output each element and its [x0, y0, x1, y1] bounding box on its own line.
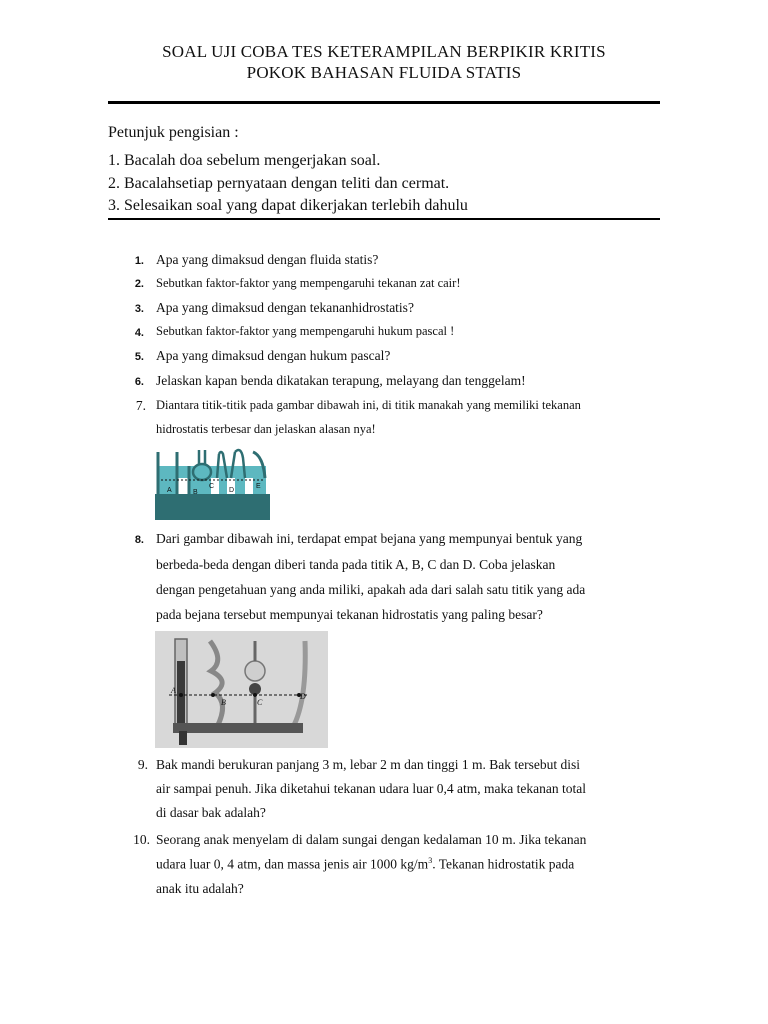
question-number: 6. — [134, 376, 144, 388]
question-text: pada bejana tersebut mempunyai tekanan hidrostatis yang paling besar? — [156, 607, 543, 622]
figure2-label-d: D — [300, 692, 306, 701]
question-text: dengan pengetahuan yang anda miliki, apakah ada dari salah satu titik yang ada — [156, 582, 586, 597]
question-text: Bak mandi berukuran panjang 3 m, lebar 2 m dan tinggi 1 m. Bak tersebut disi — [156, 757, 581, 772]
question-number: 2. — [134, 278, 144, 290]
question-number: 9. — [137, 757, 148, 772]
question-number: 8. — [134, 534, 144, 546]
question-text: Sebutkan faktor-faktor yang mempengaruhi hukum pascal ! — [156, 324, 455, 338]
figure1-label-b: B — [193, 489, 198, 496]
figure1-label-c: C — [209, 483, 215, 490]
question-text: Sebutkan faktor-faktor yang mempengaruhi tekanan zat cair! — [156, 276, 461, 290]
instruction-item: 2. Bacalahsetiap pernyataan dengan teliti dan cermat. — [108, 175, 450, 192]
figure2-label-a: A — [171, 686, 176, 695]
figure-vessels-diagram — [155, 448, 270, 520]
question-text: Apa yang dimaksud dengan hukum pascal? — [156, 348, 391, 363]
figure1-label-d: D — [229, 487, 235, 494]
question-number: 7. — [135, 398, 146, 413]
figure2-label-b: B — [221, 698, 226, 707]
question-text: di dasar bak adalah? — [156, 805, 266, 820]
question-text: hidrostatis terbesar dan jelaskan alasan nya! — [156, 422, 376, 436]
question-text: air sampai penuh. Jika diketahui tekanan udara luar 0,4 atm, maka tekanan total — [156, 781, 586, 796]
question-text: Apa yang dimaksud dengan fluida statis? — [156, 252, 379, 267]
question-number: 5. — [134, 351, 144, 363]
instructions-divider — [108, 218, 660, 220]
figure1-label-e: E — [256, 483, 261, 490]
question-text: Diantara titik-titik pada gambar dibawah ini, di titik manakah yang memiliki tekanan — [156, 398, 581, 412]
question-text-part: . Tekanan hidrostatik pada — [432, 856, 575, 872]
question-number: 3. — [134, 303, 144, 315]
question-text: Seorang anak menyelam di dalam sungai dengan kedalaman 10 m. Jika tekanan — [156, 832, 587, 847]
page-title: SOAL UJI COBA TES KETERAMPILAN BERPIKIR KRITIS — [162, 42, 606, 61]
question-text: Apa yang dimaksud dengan tekananhidrostatis? — [156, 300, 414, 315]
figure-vessels-photo — [155, 631, 328, 748]
figure1-label-a: A — [167, 487, 172, 494]
question-number: 10. — [133, 832, 150, 847]
figure2-label-c: C — [257, 698, 263, 707]
question-text: Dari gambar dibawah ini, terdapat empat bejana yang mempunyai bentuk yang — [156, 531, 583, 546]
header-divider — [108, 101, 660, 104]
instructions-heading: Petunjuk pengisian : — [108, 124, 239, 141]
question-text: Jelaskan kapan benda dikatakan terapung, melayang dan tenggelam! — [156, 373, 526, 388]
question-text — [156, 856, 574, 873]
page-subtitle: POKOK BAHASAN FLUIDA STATIS — [246, 63, 522, 82]
question-number: 1. — [134, 255, 144, 267]
question-text: berbeda-beda dengan diberi tanda pada titik A, B, C dan D. Coba jelaskan — [156, 557, 556, 572]
question-text-part: udara luar 0, 4 atm, dan massa jenis air 1000 kg/m — [156, 856, 429, 872]
superscript-exponent: 3 — [428, 856, 433, 865]
question-text: anak itu adalah? — [156, 881, 244, 896]
instruction-item: 1. Bacalah doa sebelum mengerjakan soal. — [108, 152, 381, 169]
instruction-item: 3. Selesaikan soal yang dapat dikerjakan terlebih dahulu — [108, 197, 468, 214]
question-number: 4. — [134, 327, 144, 339]
